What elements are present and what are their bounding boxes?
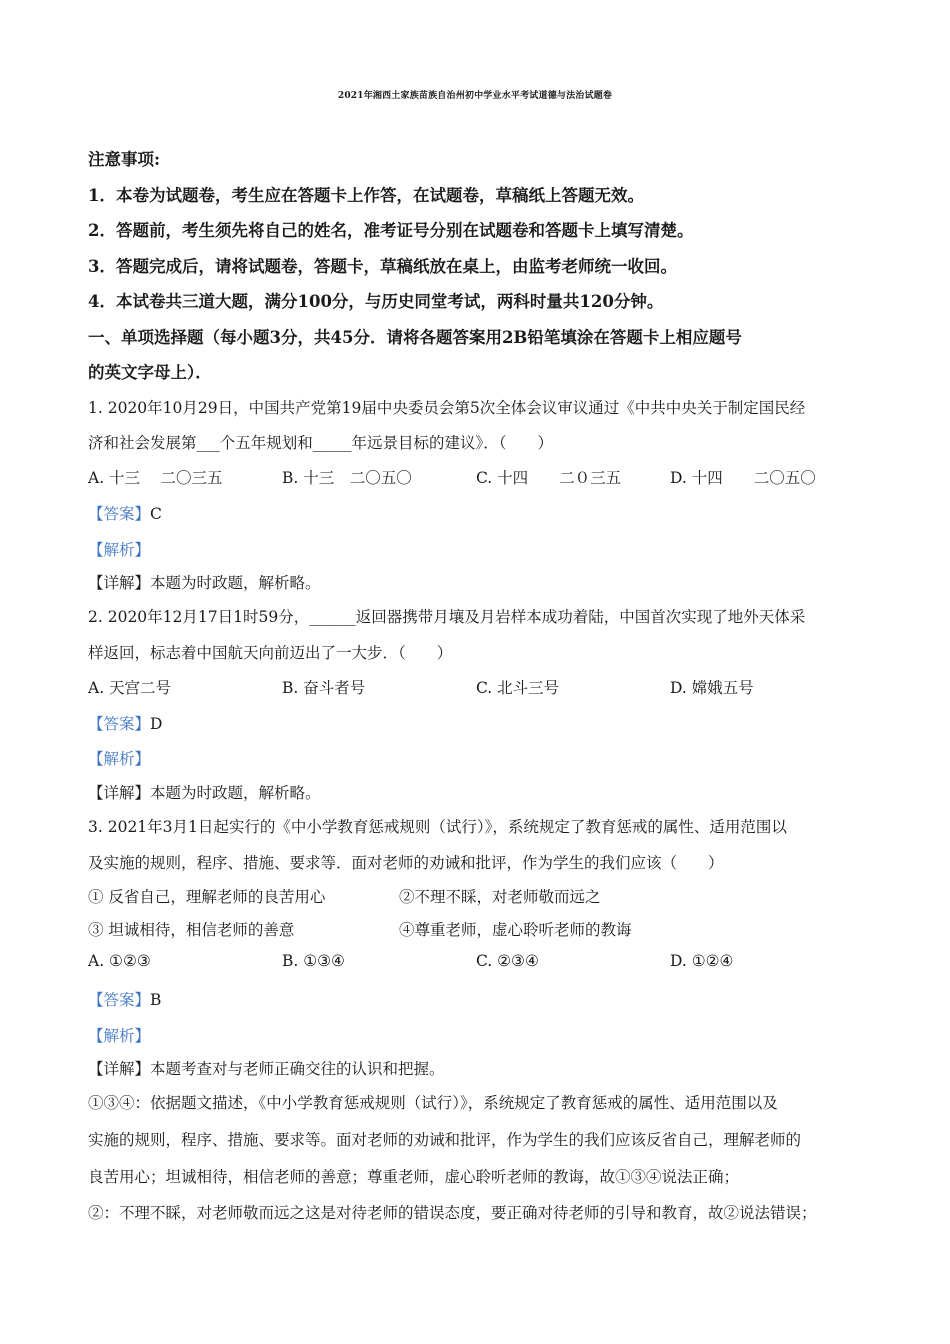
q3-explain-line4: ②：不理不睬，对老师敬而远之这是对待老师的错误态度，要正确对待老师的引导和教育，故②说法错误； [88,1204,817,1222]
page-title: 2021年湘西土家族苗族自治州初中学业水平考试道德与法治试题卷 [337,91,613,101]
answer-value: C [150,505,162,523]
section-heading-line2: 的英文字母上）． [88,363,212,382]
q3-option-a: A. ①②③ [88,952,151,970]
q3-analysis-tag: 【解析】 [88,1027,151,1045]
q3-explain-line2: 实施的规则，程序、措施、要求等。面对老师的劝诫和批评，作为学生的我们应该反省自己，理解老师的 [88,1131,802,1149]
q2-option-a: A. 天宫二号 [88,679,172,697]
q2-stem-line1: 2. 2020年12月17日1时59分，______返回器携带月壤及月岩样本成功着陆，中国首次实现了地外天体采 [88,608,806,626]
q1-detail: 【详解】本题为时政题，解析略。 [88,574,321,592]
section-heading-line1: 一、单项选择题（每小题3分，共45分．请将各题答案用2B铅笔填涂在答题卡上相应题号 [88,328,742,347]
q2-answer [88,712,162,734]
q3-statement-3: ③ 坦诚相待，相信老师的善意 [88,921,295,939]
q3-explain-line1: ①③④：依据题文描述，《中小学教育惩戒规则（试行）》，系统规定了教育惩戒的属性、适用范围以及 [88,1094,778,1112]
q3-stem-line1: 3. 2021年3月1日起实行的《中小学教育惩戒规则（试行）》，系统规定了教育惩戒的属性、适用范围以 [88,818,787,836]
notice-item-1: 1．本卷为试题卷，考生应在答题卡上作答，在试题卷，草稿纸上答题无效。 [88,186,644,205]
q2-option-d: D. 嫦娥五号 [670,679,754,697]
q1-option-d: D. 十四 二〇五〇 [670,469,816,487]
q3-statement-1: ① 反省自己，理解老师的良苦用心 [88,888,326,906]
q2-stem-line2: 样返回，标志着中国航天向前迈出了一大步．（ ） [88,644,453,662]
notice-item-2: 2．答题前，考生须先将自己的姓名，准考证号分别在试题卷和答题卡上填写清楚。 [88,221,694,240]
q2-detail: 【详解】本题为时政题，解析略。 [88,784,321,802]
q1-stem-line2: 济和社会发展第___个五年规划和_____年远景目标的建议》．（ ） [88,434,554,452]
q3-answer [88,988,161,1010]
q1-option-c: C. 十四 二０三五 [476,469,622,487]
notice-heading: 注意事项: [88,150,161,169]
q3-option-d: D. ①②④ [670,952,734,970]
notice-item-4: 4．本试卷共三道大题，满分100分，与历史同堂考试，两科时量共120分钟。 [88,292,664,311]
answer-tag: 【答案】 [88,991,151,1009]
q3-option-c: C. ②③④ [476,952,539,970]
q1-option-a: A. 十三 二〇三五 [88,469,223,487]
q3-stem-line2: 及实施的规则，程序、措施、要求等．面对老师的劝诫和批评，作为学生的我们应该（ ） [88,854,724,872]
q1-stem-line1: 1. 2020年10月29日，中国共产党第19届中央委员会第5次全体会议审议通过《中共中央关于制定国民经 [88,399,806,417]
q2-analysis-tag: 【解析】 [88,750,151,768]
answer-tag: 【答案】 [88,505,151,523]
notice-item-3: 3．答题完成后，请将试题卷，答题卡，草稿纸放在桌上，由监考老师统一收回。 [88,257,677,276]
q1-option-b: B. 十三 二〇五〇 [282,469,412,487]
q3-statement-4: ④尊重老师，虚心聆听老师的教诲 [399,921,632,939]
q3-statement-2: ②不理不睬，对老师敬而远之 [399,888,601,906]
q3-explain-line3: 良苦用心；坦诚相待，相信老师的善意；尊重老师，虚心聆听老师的教诲，故①③④说法正确； [88,1168,740,1186]
q3-option-b: B. ①③④ [282,952,345,970]
q3-detail: 【详解】本题考查对与老师正确交往的认识和把握。 [88,1060,445,1078]
q2-option-c: C. 北斗三号 [476,679,560,697]
q1-answer [88,502,162,524]
answer-value: B [150,991,162,1009]
answer-tag: 【答案】 [88,715,151,733]
q2-option-b: B. 奋斗者号 [282,679,366,697]
q1-analysis-tag: 【解析】 [88,541,151,559]
answer-value: D [150,715,163,733]
